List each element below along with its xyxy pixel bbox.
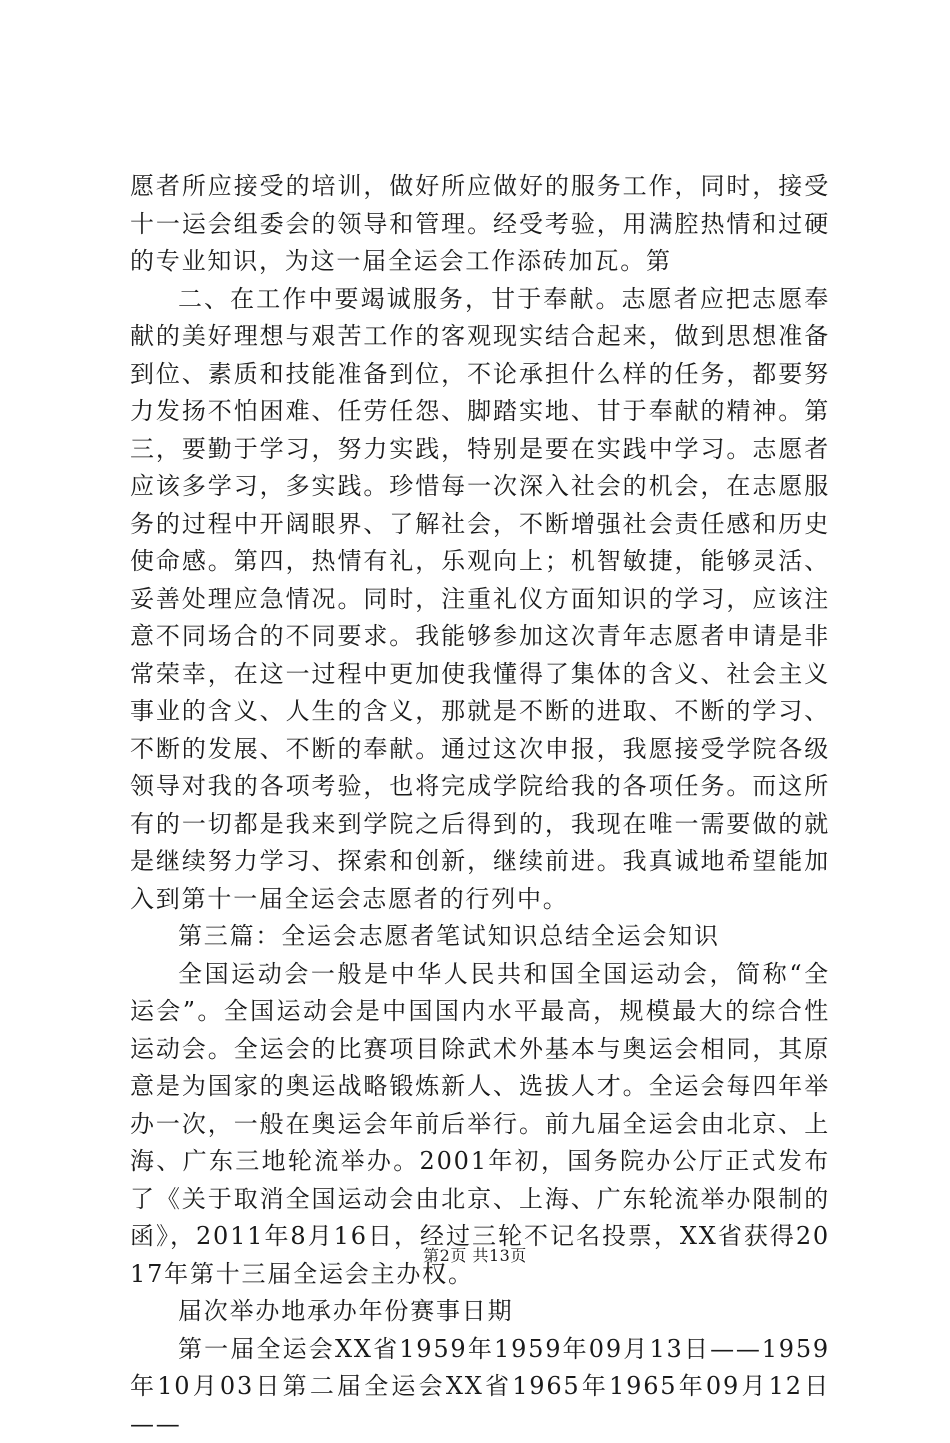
table-header-line: 届次举办地承办年份赛事日期 [130,1293,830,1331]
paragraph-national-games-intro: 全国运动会一般是中华人民共和国全国运动会，简称“全运会”。全国运动会是中国国内水平最高，规模最大的综合性运动会。全运会的比赛项目除武术外基本与奥运会相同，其原意是为国家的奥运战略锻炼新人、选拔人才。全运会每四年举办一次，一般在奥运会年前后举行。前九届全运会由北京、上海、广东三地轮流举办。2001年初，国务院办公厅正式发布了《关于取消全国运动会由北京、上海、广东轮流举办限制的函》，2011年8月16日，经过三轮不记名投票，XX省获得2017年第十三届全运会主办权。 [130,956,830,1294]
paragraph-games-history: 第一届全运会XX省1959年1959年09月13日——1959年10月03日第二届全运会XX省1965年1965年09月12日—— [130,1331,830,1443]
paragraph-volunteer-training: 愿者所应接受的培训，做好所应做好的服务工作，同时，接受十一运会组委会的领导和管理。经受考验，用满腔热情和过硬的专业知识，为这一届全运会工作添砖加瓦。第 [130,168,830,281]
paragraph-dedicated-service: 二、在工作中要竭诚服务，甘于奉献。志愿者应把志愿奉献的美好理想与艰苦工作的客观现实结合起来，做到思想准备到位、素质和技能准备到位，不论承担什么样的任务，都要努力发扬不怕困难、任劳任怨、脚踏实地、甘于奉献的精神。第三，要勤于学习，努力实践，特别是要在实践中学习。志愿者应该多学习，多实践。珍惜每一次深入社会的机会，在志愿服务的过程中开阔眼界、了解社会，不断增强社会责任感和历史使命感。第四，热情有礼，乐观向上；机智敏捷，能够灵活、妥善处理应急情况。同时，注重礼仪方面知识的学习，应该注意不同场合的不同要求。我能够参加这次青年志愿者申请是非常荣幸，在这一过程中更加使我懂得了集体的含义、社会主义事业的含义、人生的含义，那就是不断的进取、不断的学习、不断的发展、不断的奉献。通过这次申报，我愿接受学院各级领导对我的各项考验，也将完成学院给我的各项任务。而这所有的一切都是我来到学院之后得到的，我现在唯一需要做的就是继续努力学习、探索和创新，继续前进。我真诚地希望能加入到第十一届全运会志愿者的行列中。 [130,281,830,919]
section-heading: 第三篇：全运会志愿者笔试知识总结全运会知识 [130,918,830,956]
page-number: 第2页 共13页 [0,1246,950,1266]
